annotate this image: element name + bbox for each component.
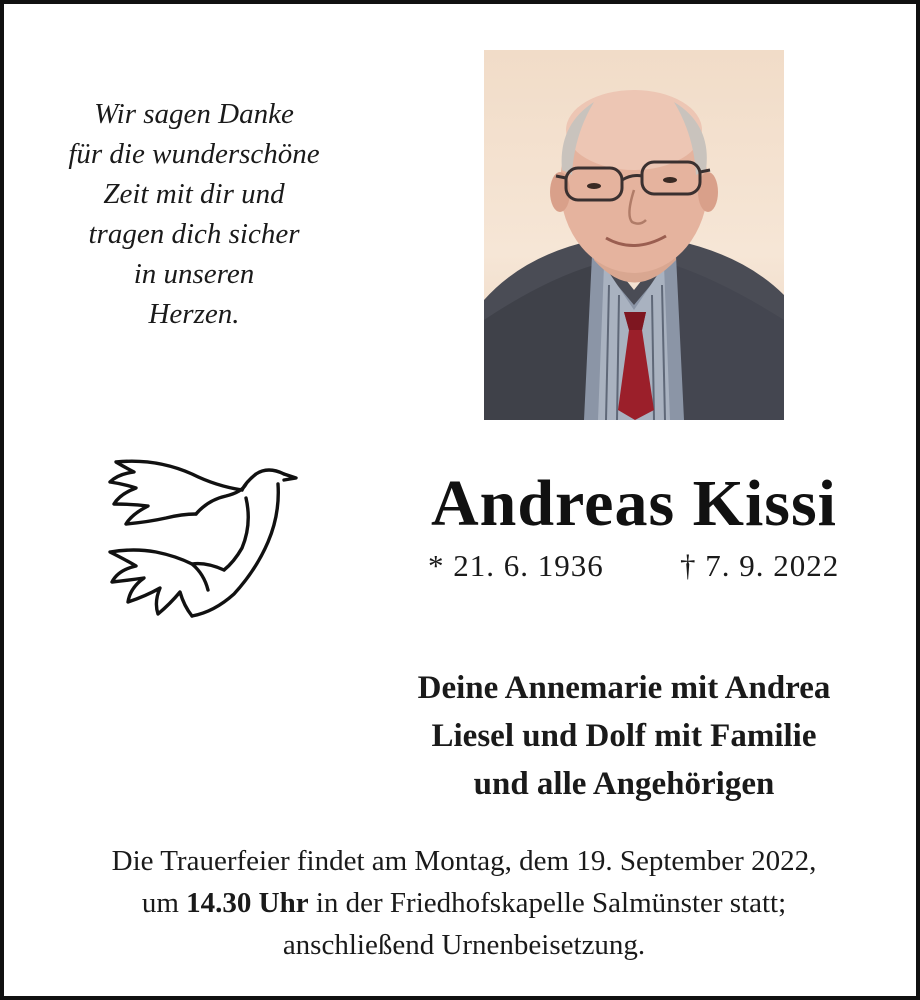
family-line: Liesel und Dolf mit Familie: [431, 718, 817, 754]
service-time: 14.30 Uhr: [186, 887, 309, 919]
birth-date: * 21. 6. 1936: [428, 548, 604, 583]
funeral-service-info: [24, 840, 904, 966]
service-line-burial: anschließend Urnenbeisetzung.: [282, 929, 646, 961]
service-line-time: [24, 882, 904, 924]
family-line: Deine Annemarie mit Andrea: [417, 670, 831, 706]
motto-line: Herzen.: [148, 298, 240, 330]
service-line-date: Die Trauerfeier findet am Montag, dem 19. September 2022,: [111, 845, 817, 877]
family-signature: [364, 664, 884, 808]
motto-line: in unseren: [133, 258, 255, 290]
motto-line: Wir sagen Danke: [94, 98, 294, 130]
family-line: und alle Angehörigen: [473, 766, 775, 802]
service-prefix: um: [141, 887, 187, 919]
deceased-name: Andreas Kissi: [430, 467, 838, 540]
death-date: † 7. 9. 2022: [680, 548, 840, 583]
motto-line: für die wunderschöne: [68, 138, 320, 170]
service-location: in der Friedhofskapelle Salmünster statt;: [308, 887, 787, 919]
portrait-photo: [484, 50, 784, 420]
dove-icon: [96, 444, 306, 624]
motto-verse: [34, 94, 354, 334]
motto-line: tragen dich sicher: [88, 218, 300, 250]
portrait-illustration: [484, 50, 784, 420]
motto-line: Zeit mit dir und: [103, 178, 285, 210]
